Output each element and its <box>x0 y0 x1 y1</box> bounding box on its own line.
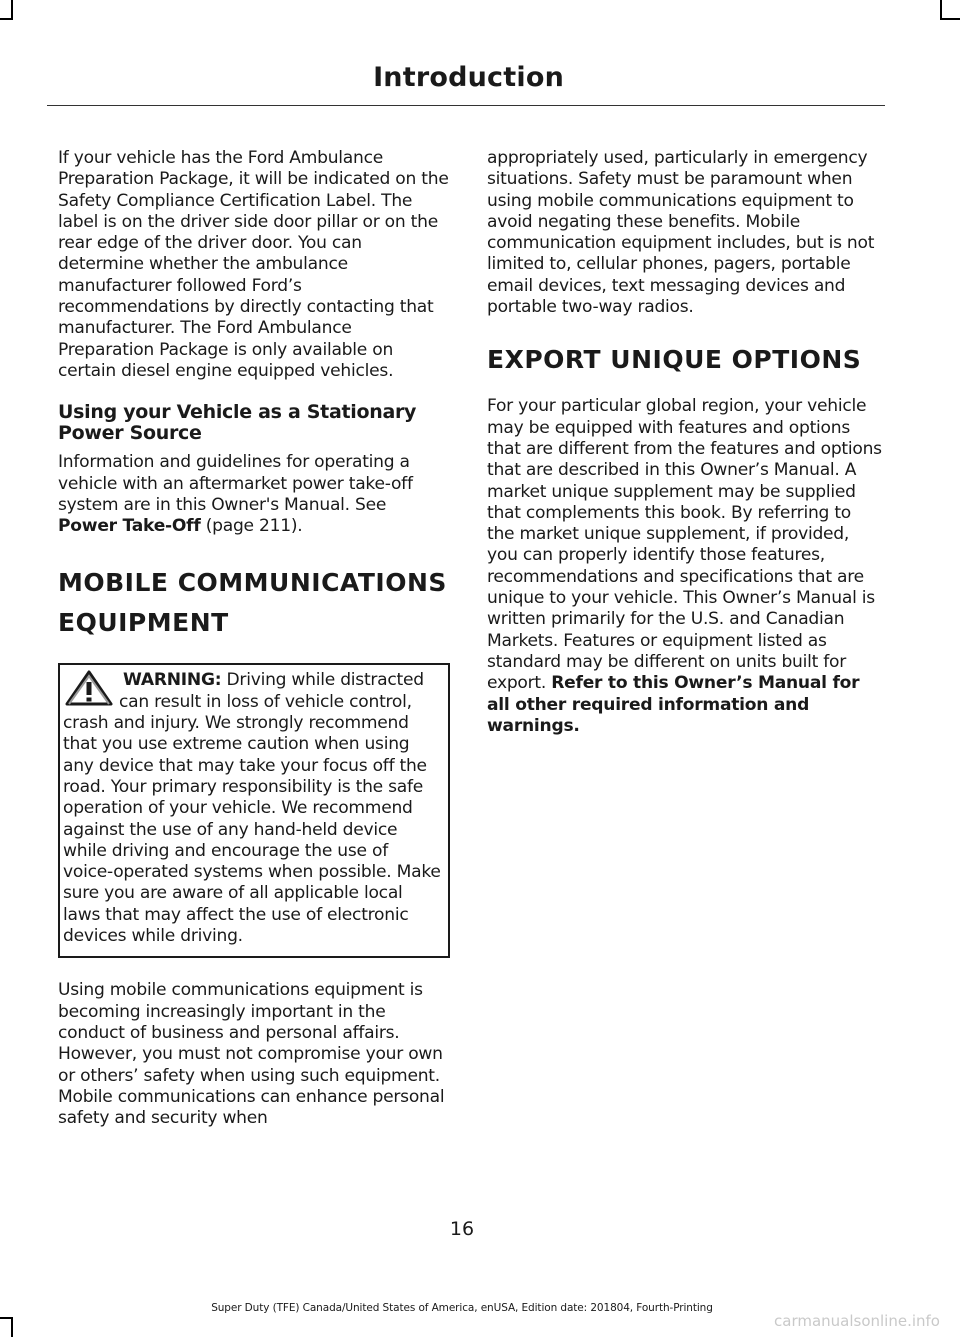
header-rule <box>47 105 885 106</box>
crop-mark-top-right-h <box>940 18 960 20</box>
page-title: Introduction <box>373 62 564 93</box>
power-takeoff-text: Information and guidelines for operating a vehicle with an aftermarket power take-off system are in this Owner's Manual. See <box>58 452 413 515</box>
power-takeoff-page-ref: (page 211). <box>200 516 303 537</box>
crop-mark-top-left-h <box>0 18 13 20</box>
mobile-communications-heading <box>58 563 450 643</box>
warning-box <box>58 663 450 958</box>
mobile-communications-heading-line2: EQUIPMENT <box>58 608 229 638</box>
warning-text <box>63 670 442 947</box>
export-options-heading: EXPORT UNIQUE OPTIONS <box>487 345 862 375</box>
edition-footer: Super Duty (TFE) Canada/United States of America, enUSA, Edition date: 201804, Fourth-Printing <box>211 1302 713 1314</box>
export-text: For your particular global region, your vehicle may be equipped with features and options that are different from the features and options that are described in this Owner’s Manual. A market unique supplement may be supplied that complements this book. By referring to the market unique supplement, if provided, you can properly identify those features, recommendations and specifications that are unique to your vehicle. This Owner’s Manual is written primarily for the U.S. and Canadian Markets. Features or equipment listed as standard may be different on units built for export. <box>487 396 882 694</box>
stationary-power-subheading: Using your Vehicle as a Stationary Power Source <box>58 401 417 445</box>
page-number: 16 <box>449 1218 475 1240</box>
warning-body: Driving while distracted can result in loss of vehicle control, crash and injury. We strongly recommend that you use extreme caution when using any device that may take your focus off the road. Your primary responsibility is the safe operation of your vehicle. We recommend against the use of any hand-held device while driving and encourage the use of voice-operated systems when possible. Make sure you are aware of all applicable local laws that may affect the use of electronic devices while driving. <box>63 670 441 947</box>
watermark: carmanualsonline.info <box>774 1312 940 1330</box>
export-paragraph <box>487 396 883 737</box>
export-bold-note: Refer to this Owner’s Manual for all other required information and warnings. <box>487 673 860 736</box>
power-takeoff-link[interactable]: Power Take-Off <box>58 516 201 537</box>
crop-mark-bottom-left-v <box>11 1317 13 1337</box>
mobile-usage-paragraph: Using mobile communications equipment is becoming increasingly important in the conduct of business and personal affairs. However, you must not compromise your own or others’ safety when using such equipment. Mobile communications can enhance personal safety and security when <box>58 980 445 1129</box>
power-takeoff-paragraph <box>58 452 450 537</box>
right-column <box>487 148 883 737</box>
left-column <box>58 148 450 1129</box>
crop-mark-top-left-v <box>11 0 13 20</box>
mobile-communications-heading-line1: MOBILE COMMUNICATIONS <box>58 568 447 598</box>
crop-mark-top-right-v <box>940 0 942 20</box>
crop-mark-bottom-left-h <box>0 1317 13 1319</box>
spacer <box>58 958 450 980</box>
ambulance-paragraph: If your vehicle has the Ford Ambulance Preparation Package, it will be indicated on the Safety Compliance Certification Label. The label is on the driver side door pillar or on the rear edge of the driver door. You can determine whether the ambulance manufacturer followed Ford’s recommendations by directly contacting that manufacturer. The Ford Ambulance Preparation Package is only available on certain diesel engine equipped vehicles. <box>58 148 449 381</box>
mobile-continued-paragraph: appropriately used, particularly in emergency situations. Safety must be paramount when using mobile communications equipment to avoid negating these benefits. Mobile communication equipment includes, but is not limited to, cellular phones, pagers, portable email devices, text messaging devices and portable two-way radios. <box>487 148 875 318</box>
warning-triangle-icon <box>63 670 115 706</box>
warning-label: WARNING: <box>123 670 222 691</box>
